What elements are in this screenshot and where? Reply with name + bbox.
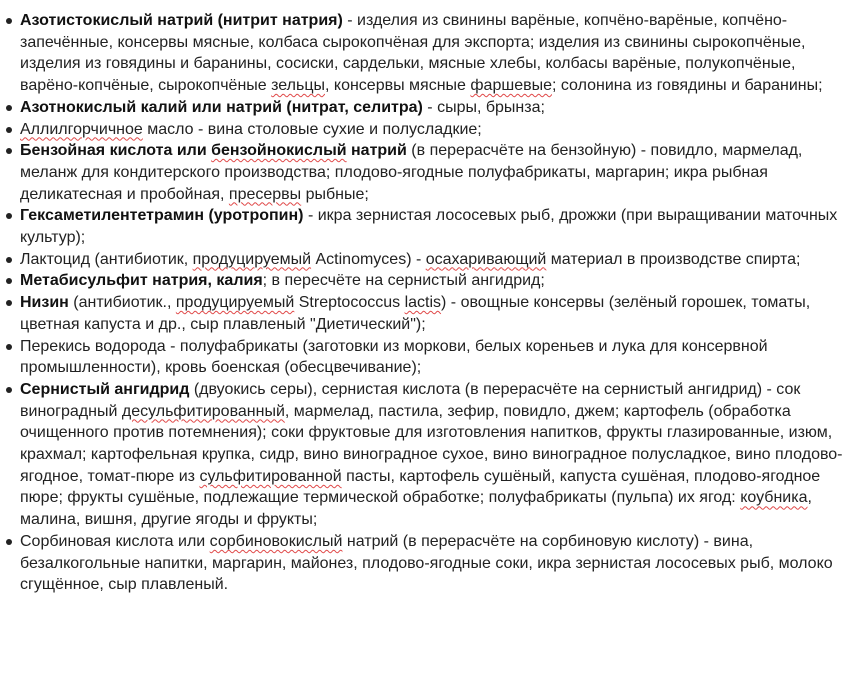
- additive-name: бензойнокислый: [211, 142, 347, 160]
- spellcheck-word: фаршевые: [470, 77, 552, 95]
- spellcheck-word: lactis: [404, 294, 442, 312]
- item-text: - сыры, брынза;: [422, 98, 545, 116]
- item-text: ; в пересчёте на сернистый ангидрид;: [262, 272, 545, 290]
- additive-name: Низин: [20, 294, 69, 312]
- list-item: [18, 119, 858, 141]
- item-text: (антибиотик.,: [68, 294, 176, 312]
- additive-name: натрий: [346, 142, 407, 160]
- list-item: [18, 10, 858, 97]
- item-text: , малина, вишня, другие ягоды и фрукты;: [20, 489, 812, 529]
- list-item: [18, 249, 858, 271]
- spellcheck-word: осахаривающий: [425, 250, 547, 268]
- item-text: масло - вина столовые сухие и полусладкие;: [142, 120, 482, 138]
- additive-name: Метабисульфит натрия, калия: [20, 272, 263, 290]
- item-text: - изделия из свинины варёные, копчёно-варёные, копчёно-запечённые, консервы мясные, колбаса сырокопчёная для экспорта; изделия из свинины сырокопчёные, изделия из говядины и баранины, сосиски, сардельки, мясные хлебы, колбасы варёные, полукопчёные, варёно-копчёные, сырокопчёные: [20, 12, 806, 95]
- spellcheck-word: продуцируемый: [175, 294, 295, 312]
- item-text: - икра зернистая лососевых рыб, дрожжи (при выращивании маточных культур);: [20, 207, 838, 247]
- list-item: [18, 205, 858, 248]
- additive-name: Азотнокислый калий или натрий (нитрат, селитра): [20, 98, 423, 116]
- item-text: Сорбиновая кислота или: [20, 532, 210, 550]
- spellcheck-word: десульфитированный: [121, 402, 285, 420]
- item-text: , консервы мясные: [325, 77, 471, 95]
- item-text: Streptococcus: [294, 294, 405, 312]
- list-item: [18, 531, 858, 596]
- item-text: (двуокись серы), сернистая кислота (в перерасчёте на сернистый ангидрид) - сок виноградный: [20, 380, 801, 420]
- item-text: ) - овощные консервы (зелёный горошек, томаты, цветная капуста и др., сыр плавленый "Диетический");: [20, 294, 811, 333]
- additive-name: Азотистокислый натрий (нитрит натрия): [20, 12, 343, 29]
- item-text: Лактоцид (антибиотик,: [20, 250, 193, 268]
- list-item: [18, 336, 858, 379]
- list-item: [18, 292, 858, 335]
- item-text: ; солонина из говядины и баранины;: [551, 77, 823, 95]
- spellcheck-word: Аллилгорчичное: [20, 120, 143, 138]
- item-text: (в перерасчёте на бензойную) - повидло, мармелад, меланж для кондитерского производства; плодово-ягодные полуфабрикаты, маргарин; икра рыбная деликатесная и пробойная,: [20, 142, 803, 203]
- list-item: [18, 270, 858, 292]
- list-item: [18, 97, 858, 119]
- spellcheck-word: коубника: [740, 489, 808, 507]
- spellcheck-word: сульфитированной: [199, 467, 342, 485]
- list-item: [18, 379, 858, 531]
- item-text: рыбные;: [301, 185, 369, 203]
- additive-name: Бензойная кислота или: [20, 142, 212, 160]
- item-text: материал в производстве спирта;: [546, 250, 801, 268]
- item-text: , мармелад, пастила, зефир, повидло, джем; картофель (обработка очищенного против потемнения); соки фруктовые для изготовления напитков, фрукты глазированные, изюм, крахмал; картофельная крупка, сидр, вино виноградное сухое, вино виноградное полусладкое, вино плодово-ягодное, томат-пюре из: [20, 402, 843, 485]
- spellcheck-word: зельцы: [271, 77, 325, 95]
- spellcheck-word: продуцируемый: [192, 250, 312, 268]
- spellcheck-word: сорбиновокислый: [209, 532, 343, 550]
- item-text: Actinomyces) -: [311, 250, 426, 268]
- additive-name: Сернистый ангидрид: [20, 380, 190, 398]
- list-item: [18, 140, 858, 205]
- item-text: натрий (в перерасчёте на сорбиновую кислоту) - вина, безалкогольные напитки, маргарин, майонез, плодово-ягодные соки, икра зернистая лососевых рыб, молоко сгущённое, сыр плавленый.: [20, 532, 833, 594]
- spellcheck-word: пресервы: [228, 185, 302, 203]
- item-text: пасты, картофель сушёный, капуста сушёная, плодово-ягодное пюре; фрукты сушёные, подлежащие термической обработке; полуфабрикаты (пульпа) их ягод:: [20, 467, 821, 507]
- item-text: Перекись водорода - полуфабрикаты (заготовки из моркови, белых кореньев и лука для консервной промышленности), кровь боенская (обесцвечивание);: [20, 337, 768, 377]
- additive-name: Гексаметилентетрамин (уротропин): [20, 207, 304, 225]
